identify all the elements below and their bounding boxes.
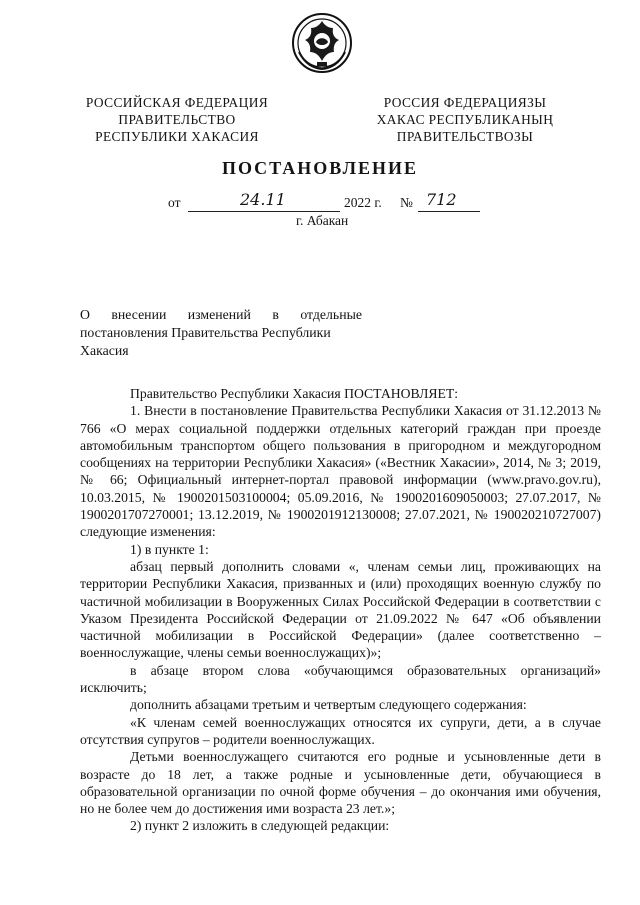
- paragraph-abzac-2: в абзаце втором слова «обучающимся образовательных организаций» исключить;: [80, 662, 601, 696]
- header-left-line-3: РЕСПУБЛИКИ ХАКАСИЯ: [95, 129, 259, 144]
- header-right-line-3: ПРАВИТЕЛЬСТВОЗЫ: [396, 129, 534, 144]
- coat-of-arms-khakassia-icon: [291, 12, 353, 74]
- subject-line-3: Хакасия: [80, 343, 129, 358]
- year-label: 2022 г.: [344, 195, 382, 210]
- subject-line-2: постановления Правительства Республики: [80, 325, 331, 340]
- paragraph-quote-1: «К членам семей военнослужащих относятся их супруги, дети, а в случае отсутствия супругов – родители военнослужащих.: [80, 714, 601, 747]
- paragraph-abzac-1: абзац первый дополнить словами «, членам семьи лиц, проживающих на территории Республики Хакасия, призванных и (или) проходящих военную службу по частичной мобилизации в Вооруженных Силах Российской Федерации в соответствии с Указом Президента Российской Федерации от 21.09.2022 № 647 «Об объявлении частичной мобилизации в Российской Федерации» (далее соответственно – военнослужащие, члены семьи военнослужащих)»;: [80, 558, 601, 661]
- number-sign: №: [400, 195, 413, 210]
- header-right-line-1: РОССИЯ ФЕДЕРАЦИЯЗЫ: [383, 95, 547, 110]
- header-right-line-2: ХАКАС РЕСПУБЛИКАНЫҢ: [376, 112, 554, 127]
- paragraph-subitem-2: 2) пункт 2 изложить в следующей редакции:: [130, 818, 390, 834]
- date-handwritten: 24.11: [240, 190, 286, 209]
- header-left-line-1: РОССИЙСКАЯ ФЕДЕРАЦИЯ: [85, 95, 269, 110]
- paragraph-quote-2: Детьми военнослужащего считаются его родные и усыновленные дети в возрасте до 18 лет, а также родные и усыновленные дети, обучающиеся в образовательной организации по очной форме обучения – до окончания ими обучения, но не более чем до достижения ими возраста 23 лет.»;: [80, 749, 601, 817]
- document-subject: [80, 306, 362, 360]
- paragraph-abzac-add: дополнить абзацами третьим и четвертым следующего содержания:: [130, 697, 527, 713]
- number-underline: [418, 211, 480, 212]
- paragraph-item-1: 1. Внести в постановление Правительства Республики Хакасия от 31.12.2013 № 766 «О мерах социальной поддержки отдельных категорий граждан при проезде автомобильным транспортом общего пользования в пригородном и междугородном сообщениях на территории Республики Хакасия» («Вестник Хакасии», 2014, № 3; 2019, № 66; Официальный интернет-портал правовой информации (www.pravo.gov.ru), 10.03.2015, № 1900201503100004; 05.09.2016, № 1900201609050003; 27.07.2017, № 1900201707270001; 13.12.2019, № 1900201912130008; 27.07.2021, № 190020210727007) следующие изменения:: [80, 403, 601, 540]
- header-right-block: [360, 94, 570, 145]
- date-underline: [188, 211, 340, 212]
- header-left-block: [72, 94, 282, 145]
- date-number-line: [168, 190, 488, 215]
- document-body: [80, 385, 601, 835]
- date-prefix: от: [168, 195, 181, 210]
- city-label: г. Абакан: [296, 213, 349, 228]
- number-handwritten: 712: [426, 190, 457, 209]
- paragraph-subitem-1: 1) в пункте 1:: [130, 541, 209, 557]
- header-left-line-2: ПРАВИТЕЛЬСТВО: [118, 112, 236, 127]
- subject-line-1: О внесении изменений в отдельные: [80, 307, 362, 322]
- document-title: ПОСТАНОВЛЕНИЕ: [221, 158, 419, 178]
- paragraph-preamble: Правительство Республики Хакасия ПОСТАНОВЛЯЕТ:: [130, 386, 459, 401]
